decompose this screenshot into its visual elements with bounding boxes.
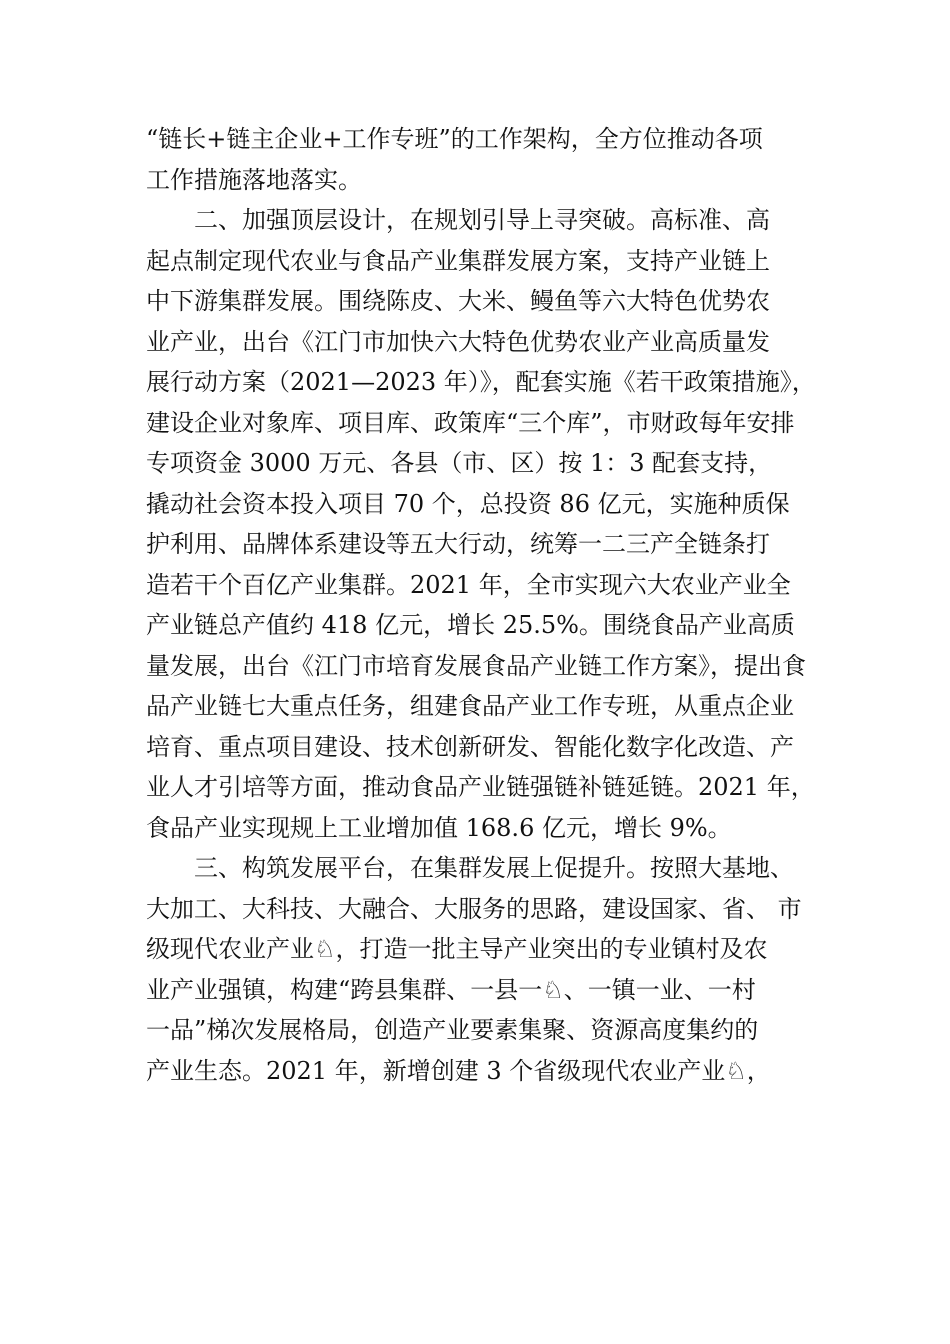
text-line: 食品产业实现规上工业增加值 168.6 亿元，增长 9%。 [146,813,732,842]
text-line: 品产业链七大重点任务，组建食品产业工作专班，从重点企业 [146,692,794,720]
text-line: 业人才引培等方面，推动食品产业链强链补链延链。2021 年， [146,773,815,801]
text-line: 工作措施落地落实。 [146,165,362,194]
text-line: 大加工、大科技、大融合、大服务的思路，建设国家、省、 市 [146,894,802,923]
text-line: 造若干个百亿产业集群。2021 年，全市实现六大农业产业全 [146,570,791,599]
text-line: 级现代农业产业♘，打造一批主导产业突出的专业镇村及农 [146,935,768,963]
document-body [146,119,826,1091]
text-line: 一品”梯次发展格局，创造产业要素集聚、资源高度集约的 [146,1016,759,1044]
text-line: 产业链总产值约 418 亿元，增长 25.5%。围绕食品产业高质 [146,611,795,639]
section-heading-line: 二、加强顶层设计，在规划引导上寻突破。高标准、高 [194,206,770,234]
text-line: 中下游集群发展。围绕陈皮、大米、鳗鱼等六大特色优势农 [146,287,770,315]
text-line: 建设企业对象库、项目库、政策库“三个库”，市财政每年安排 [146,408,795,437]
text-line: 培育、重点项目建设、技术创新研发、智能化数字化改造、产 [146,732,794,761]
text-line: 业产业，出台《江门市加快六大特色优势农业产业高质量发 [146,327,770,356]
text-line: 展行动方案（2021—2023 年）》，配套实施《若干政策措施》， [146,368,816,396]
text-line: 起点制定现代农业与食品产业集群发展方案，支持产业链上 [146,246,770,275]
text-line: 量发展，出台《江门市培育发展食品产业链工作方案》，提出食 [146,651,806,680]
text-line: “链长+链主企业+工作专班”的工作架构，全方位推动各项 [146,125,763,153]
text-line: 业产业强镇，构建“跨县集群、一县一♘、一镇一业、一村 [146,975,756,1004]
text-line: 专项资金 3000 万元、各县（市、区）按 1：3 配套支持， [146,449,773,477]
text-line: 护利用、品牌体系建设等五大行动，统筹一二三产全链条打 [146,530,770,558]
text-line: 产业生态。2021 年，新增创建 3 个省级现代农业产业♘， [146,1056,771,1085]
text-line: 撬动社会资本投入项目 70 个，总投资 86 亿元，实施种质保 [146,489,790,518]
section-heading-line: 三、构筑发展平台，在集群发展上促提升。按照大基地、 [194,854,794,882]
